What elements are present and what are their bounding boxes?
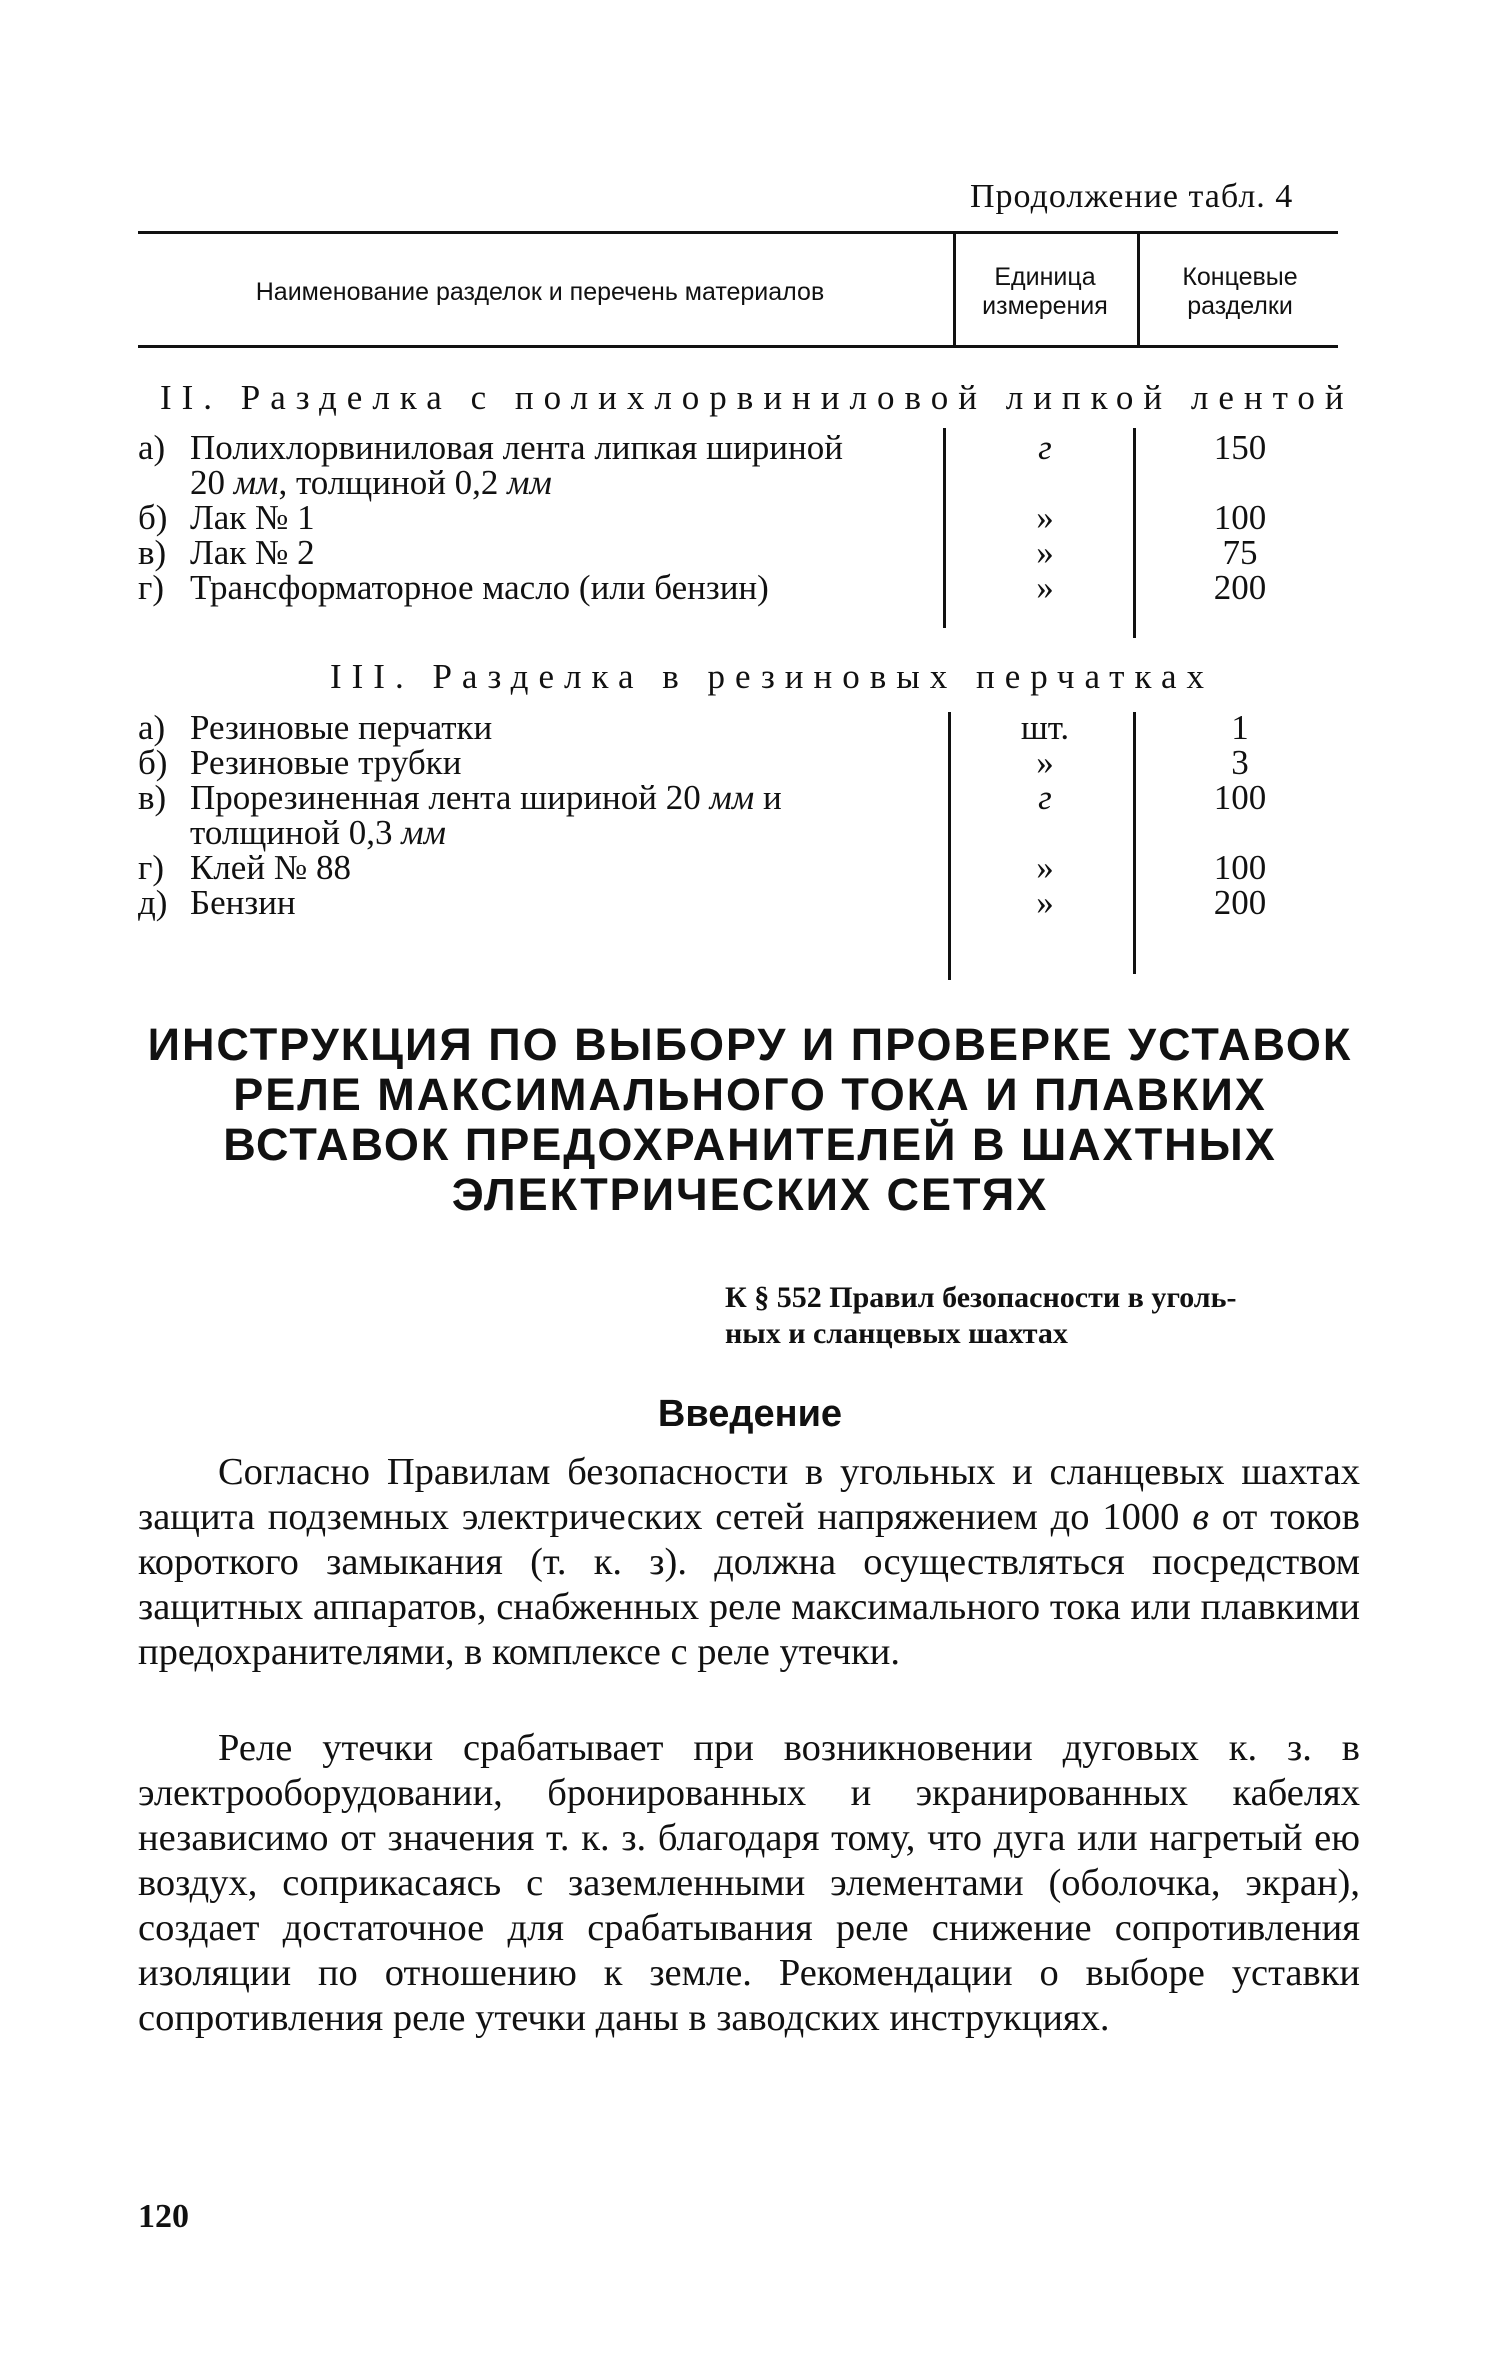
table-row: б) Лак № 1 » 100 bbox=[138, 498, 1267, 537]
section-3-title: III. Разделка в резиновых перчатках bbox=[330, 657, 1214, 696]
table-row: д) Бензин » 200 bbox=[138, 883, 1267, 922]
table-row: г) Клей № 88 » 100 bbox=[138, 848, 1267, 887]
table-top-rule bbox=[138, 231, 1338, 234]
section-2-title: II. Разделка с полихлорвиниловой липкой лентой bbox=[160, 378, 1354, 417]
table-row: б) Резиновые трубки » 3 bbox=[138, 743, 1249, 782]
header-end-terminations: Концевые разделки bbox=[1182, 263, 1298, 320]
header-name: Наименование разделок и перечень материалов bbox=[255, 278, 825, 306]
table-row: г) Трансформаторное масло (или бензин) » 200 bbox=[138, 568, 1267, 607]
table-row-continuation: 20 мм, толщиной 0,2 мм bbox=[190, 463, 552, 502]
header-unit: Единица измерения bbox=[982, 263, 1108, 320]
table-row: в) Лак № 2 » 75 bbox=[138, 533, 1258, 572]
table-row: а) Резиновые перчатки шт. 1 bbox=[138, 708, 1249, 747]
paragraph: Реле утечки срабатывает при возникновении дуговых к. з. в электрооборудовании, бронированных и экранированных кабелях независимо от значения т. к. з. благодаря тому, что дуга или нагретый ею воздух, соприкасаясь с заземленными элементами (оболочка, экран), создает достаточное для срабатывания реле снижение сопротивления изоляции по отношению к земле. Рекомендации о выборе уставки сопротивления реле утечки даны в заводских инструкциях. bbox=[138, 1727, 1360, 2039]
table-row-continuation: толщиной 0,3 мм bbox=[190, 813, 446, 852]
paragraph: Согласно Правилам безопасности в угольных и сланцевых шахтах защита подземных электрических сетей напряжением до 1000 в от токов короткого замыкания (т. к. з). должна осуществляться посредством защитных аппаратов, снабженных реле максимального тока или плавкими предохранителями, в комплексе с реле утечки. bbox=[138, 1451, 1360, 1673]
table-header-bottom-rule bbox=[138, 345, 1338, 348]
document-title: ИНСТРУКЦИЯ ПО ВЫБОРУ И ПРОВЕРКЕ УСТАВОК РЕЛЕ МАКСИМАЛЬНОГО ТОКА И ПЛАВКИХ ВСТАВОК ПРЕДОХРАНИТЕЛЕЙ В ШАХТНЫХ ЭЛЕКТРИЧЕСКИХ СЕТЯХ bbox=[147, 1019, 1353, 1220]
page-number: 120 bbox=[138, 2198, 189, 2235]
table-row: а) Полихлорвиниловая лента липкая шириной г 150 bbox=[138, 428, 1267, 467]
section-heading: Введение bbox=[657, 1393, 843, 1435]
rule-reference: К § 552 Правил безопасности в уголь- ных и сланцевых шахтах bbox=[725, 1281, 1237, 1350]
table-row: в) Прорезиненная лента шириной 20 мм и г 100 bbox=[138, 778, 1267, 817]
table-continuation-label: Продолжение табл. 4 bbox=[970, 178, 1294, 215]
